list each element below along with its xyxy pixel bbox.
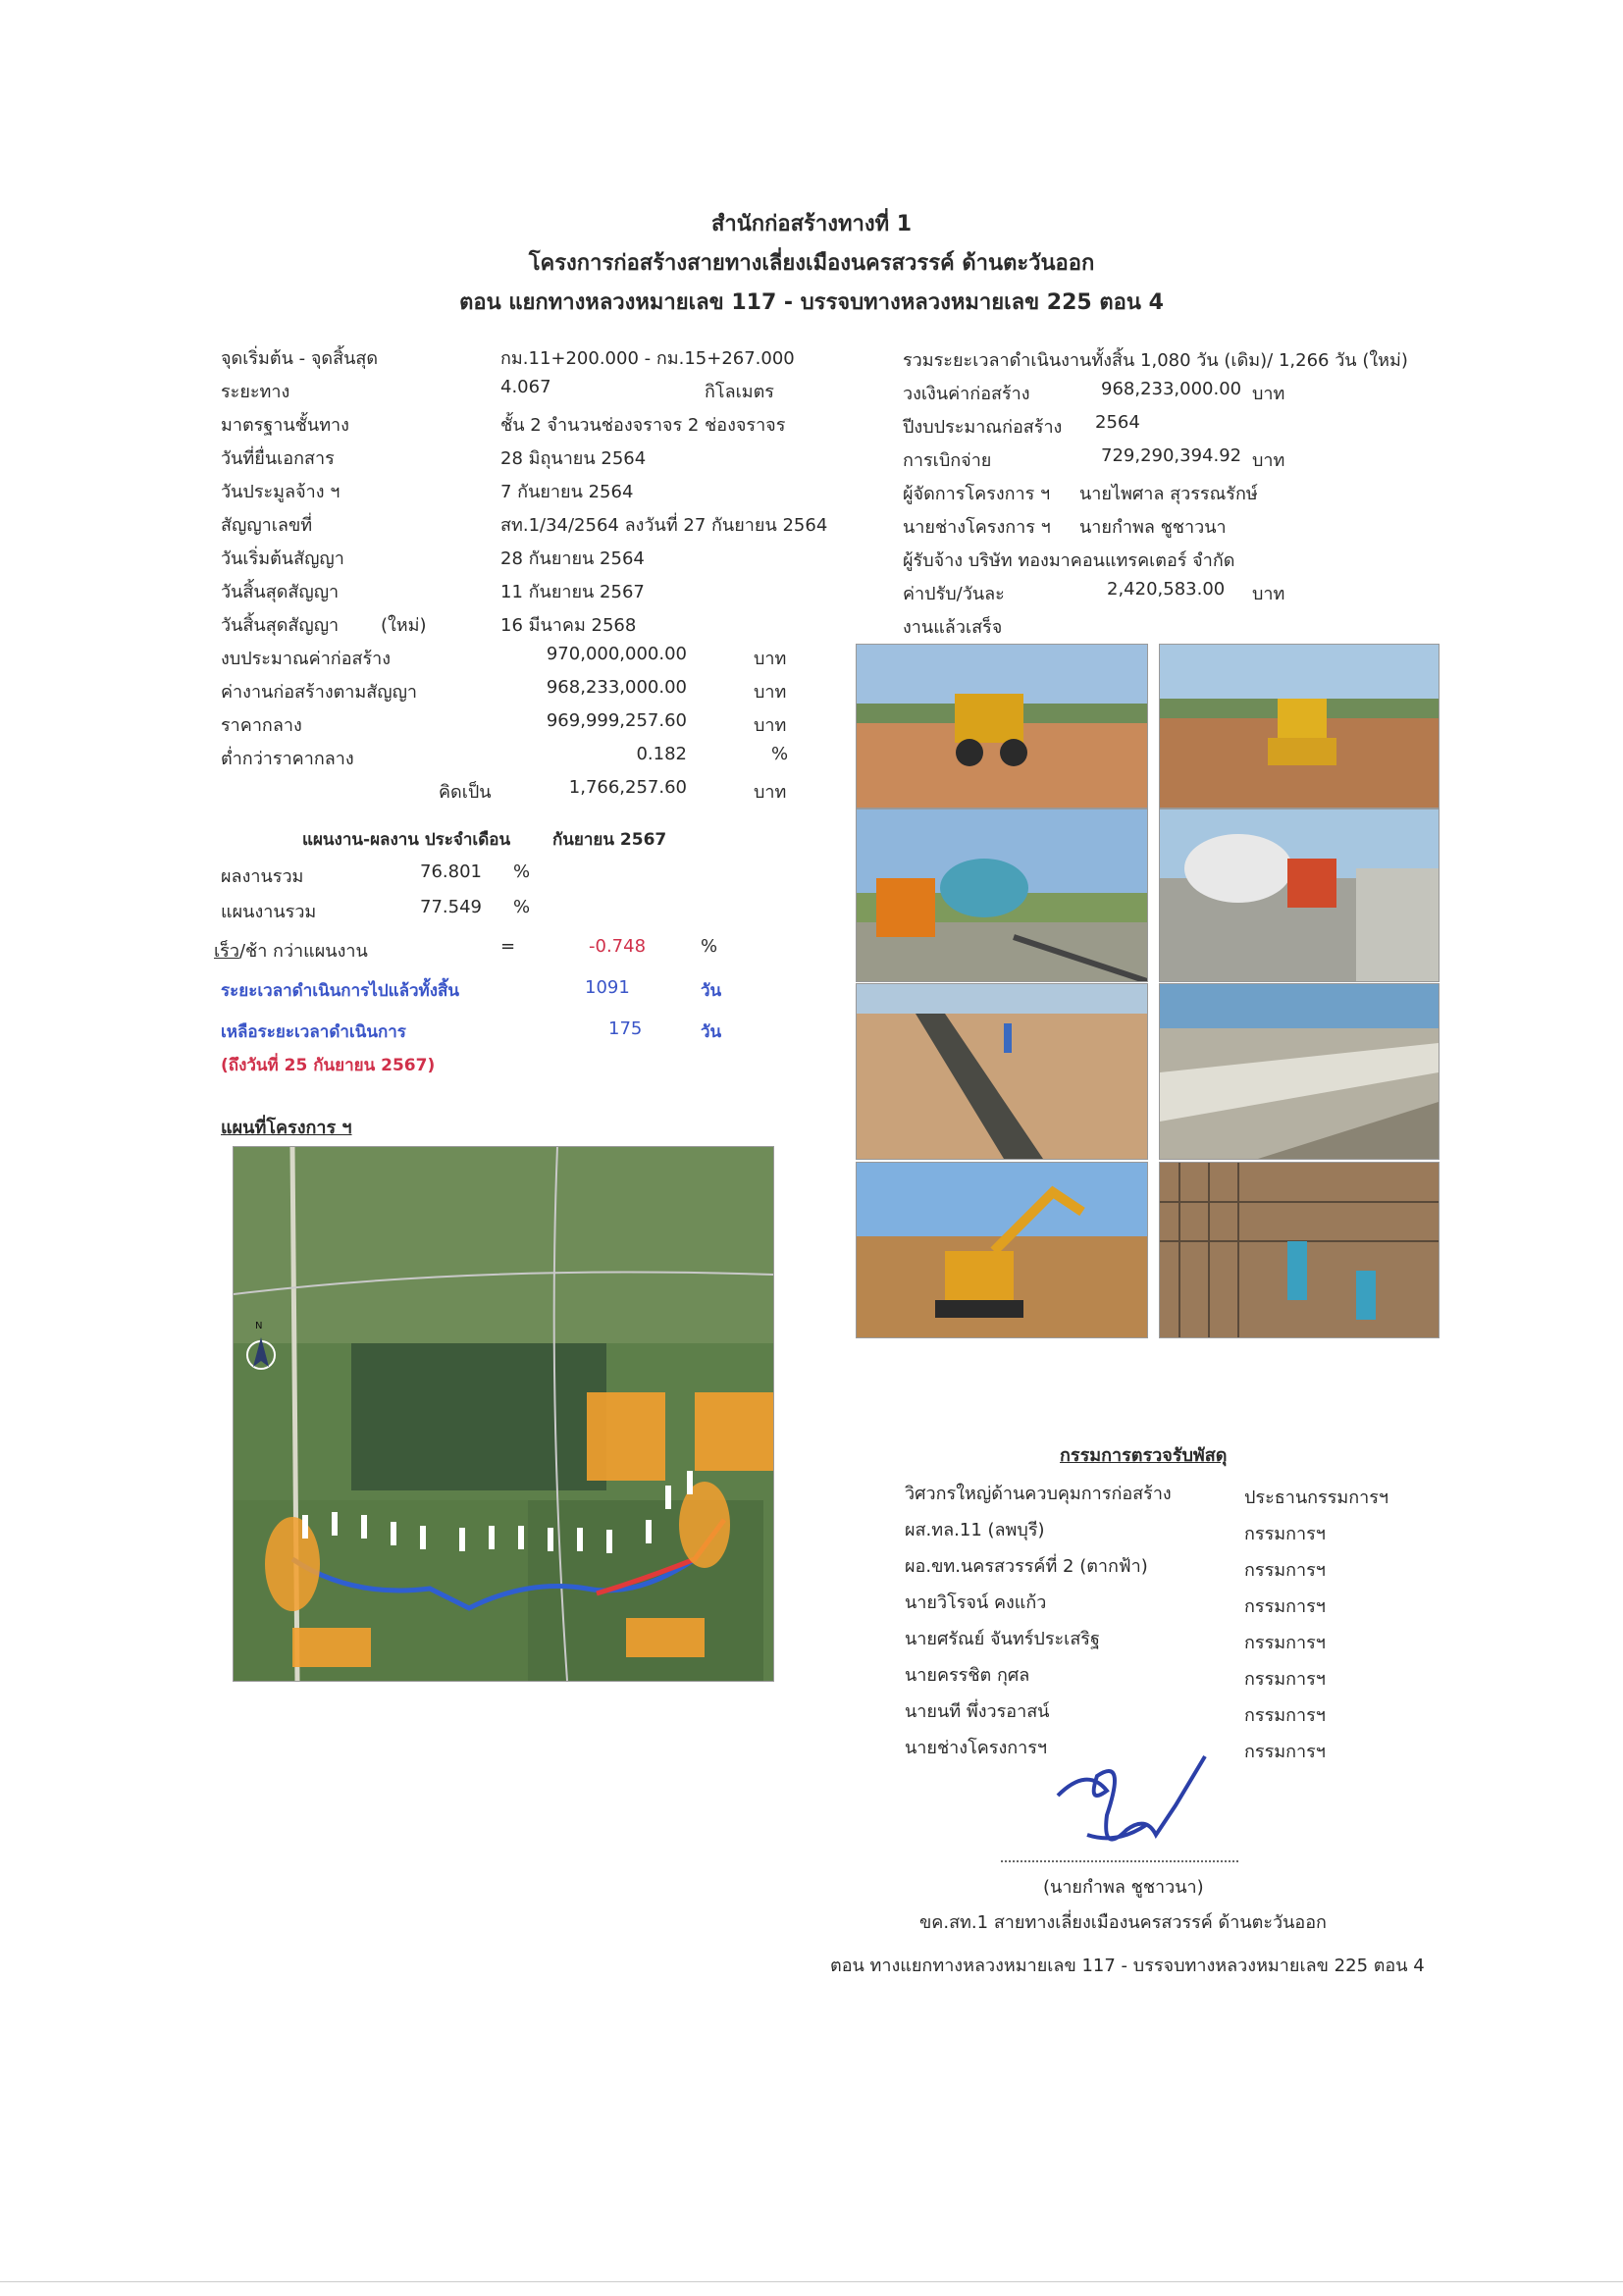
header-line-3: ตอน แยกทางหลวงหมายเลข 117 - บรรจบทางหลวงหมายเลข 225 ตอน 4 [459, 290, 1164, 315]
photo-concrete-channel [1159, 983, 1440, 1160]
header-line-1: สำนักก่อสร้างทางที่ 1 [710, 212, 913, 236]
engineer-label: นายช่างโครงการ ฯ [903, 517, 1051, 538]
year-label: ปีงบประมาณก่อสร้าง [903, 417, 1063, 438]
contract-cost-value: 968,233,000.00 [546, 677, 687, 698]
committee-member-name: นายครรชิต กุศล [905, 1665, 1030, 1686]
end-new-label: วันสิ้นสุดสัญญา [221, 615, 340, 636]
contract-label: สัญญาเลขที่ [221, 515, 313, 536]
committee-member-role: ประธานกรรมการฯ [1244, 1487, 1389, 1508]
median-unit: บาท [754, 715, 787, 736]
committee-member-name: นายวิโรจน์ คงแก้ว [905, 1592, 1047, 1613]
remaining-value: 175 [608, 1018, 643, 1039]
end-label: วันสิ้นสุดสัญญา [221, 582, 340, 602]
budget-label: งบประมาณค่าก่อสร้าง [221, 649, 392, 669]
start-label: วันเริ่มต้นสัญญา [221, 548, 344, 569]
photo-drainage-trench [856, 983, 1148, 1160]
actual-label: ผลงานรวม [221, 866, 304, 887]
fine-label: ค่าปรับ/วันละ [903, 584, 1005, 604]
cost-unit: บาท [1252, 384, 1285, 404]
equal-value: 1,766,257.60 [568, 777, 687, 798]
start-end-label: จุดเริ่มต้น - จุดสิ้นสุด [221, 348, 379, 369]
remaining-label: เหลือระยะเวลาดำเนินการ [221, 1022, 406, 1042]
plan-pct: % [513, 897, 531, 917]
committee-member-role: กรรมการฯ [1244, 1524, 1326, 1544]
signer-position: ขค.สท.1 สายทางเลี่ยงเมืองนครสวรรค์ ด้านตะวันออก [919, 1912, 1327, 1933]
committee-member-role: กรรมการฯ [1244, 1705, 1326, 1726]
diff-label [214, 936, 368, 965]
finished-label: งานแล้วเสร็จ [903, 617, 1003, 638]
plan-value: 77.549 [420, 897, 482, 917]
below-value: 0.182 [636, 744, 687, 764]
contractor-text: ผู้รับจ้าง บริษัท ทองมาคอนแทรคเตอร์ จำกัด [903, 550, 1235, 571]
bottom-divider [0, 2281, 1623, 2282]
paid-unit: บาท [1252, 450, 1285, 471]
committee-member-name: วิศวกรใหญ่ด้านควบคุมการก่อสร้าง [905, 1484, 1172, 1504]
elapsed-label: ระยะเวลาดำเนินการไปแล้วทั้งสิ้น [221, 981, 460, 1001]
signer-section: ตอน ทางแยกทางหลวงหมายเลข 117 - บรรจบทางหลวงหมายเลข 225 ตอน 4 [830, 1956, 1425, 1976]
end-new-tag: (ใหม่) [381, 615, 427, 636]
committee-member-role: กรรมการฯ [1244, 1633, 1326, 1653]
header-line-2: โครงการก่อสร้างสายทางเลี่ยงเมืองนครสวรรค์ ด้านตะวันออก [528, 251, 1095, 276]
fine-unit: บาท [1252, 584, 1285, 604]
cost-value: 968,233,000.00 [1101, 379, 1242, 399]
budget-unit: บาท [754, 649, 787, 669]
year-value: 2564 [1095, 412, 1140, 433]
cost-label: วงเงินค่าก่อสร้าง [903, 384, 1030, 404]
photo-excavator [856, 1162, 1148, 1338]
manager-label: ผู้จัดการโครงการ ฯ [903, 484, 1051, 504]
photo-concrete-truck-2 [1159, 809, 1440, 982]
start-value: 28 กันยายน 2564 [500, 548, 645, 569]
median-value: 969,999,257.60 [546, 710, 687, 731]
submit-value: 28 มิถุนายน 2564 [500, 448, 647, 469]
diff-label-fast: เร็ว [214, 941, 239, 962]
plan-label: แผนงานรวม [221, 902, 317, 922]
fine-value: 2,420,583.00 [1107, 579, 1226, 600]
progress-month: กันยายน 2567 [552, 830, 667, 850]
below-pct: % [771, 744, 789, 764]
paid-value: 729,290,394.92 [1101, 445, 1242, 466]
signature-mark [1048, 1747, 1225, 1864]
elapsed-unit: วัน [701, 981, 722, 1001]
diff-pct: % [701, 936, 718, 957]
standard-label: มาตรฐานชั้นทาง [221, 415, 349, 436]
diff-value: -0.748 [589, 936, 647, 957]
contract-cost-label: ค่างานก่อสร้างตามสัญญา [221, 682, 418, 703]
map-image [234, 1147, 773, 1681]
diff-eq: = [500, 936, 516, 957]
distance-label: ระยะทาง [221, 382, 290, 402]
committee-member-role: กรรมการฯ [1244, 1742, 1326, 1762]
signer-name: (นายกำพล ชูชาวนา) [1043, 1877, 1204, 1898]
committee-member-role: กรรมการฯ [1244, 1596, 1326, 1617]
duration-text: รวมระยะเวลาดำเนินงานทั้งสิ้น 1,080 วัน (เดิม)/ 1,266 วัน (ใหม่) [903, 350, 1408, 371]
project-map [233, 1146, 774, 1682]
committee-member-name: นายช่างโครงการฯ [905, 1738, 1048, 1758]
photo-rebar-work [1159, 1162, 1440, 1338]
paid-label: การเบิกจ่าย [903, 450, 992, 471]
equal-label: คิดเป็น [439, 782, 492, 803]
contract-value: สท.1/34/2564 ลงวันที่ 27 กันยายน 2564 [500, 515, 828, 536]
actual-value: 76.801 [420, 861, 482, 882]
committee-member-name: ผอ.ขท.นครสวรรค์ที่ 2 (ตากฟ้า) [905, 1556, 1148, 1577]
map-north-label: N [255, 1321, 263, 1331]
committee-member-name: นายนที พึ่งวรอาสน์ [905, 1701, 1050, 1722]
distance-value: 4.067 [500, 377, 551, 397]
manager-value: นายไพศาล สุวรรณรักษ์ [1079, 484, 1258, 504]
signature-line [1001, 1860, 1238, 1862]
submit-label: วันที่ยื่นเอกสาร [221, 448, 335, 469]
start-end-value: กม.11+200.000 - กม.15+267.000 [500, 348, 795, 369]
map-heading: แผนที่โครงการ ฯ [221, 1118, 352, 1138]
committee-heading: กรรมการตรวจรับพัสดุ [1060, 1445, 1228, 1466]
elapsed-value: 1091 [585, 977, 630, 998]
committee-member-name: ผส.ทล.11 (ลพบุรี) [905, 1520, 1045, 1540]
committee-member-role: กรรมการฯ [1244, 1560, 1326, 1581]
committee-member-role: กรรมการฯ [1244, 1669, 1326, 1690]
photo-concrete-truck-1 [856, 809, 1148, 982]
diff-label-rest: /ช้า กว่าแผนงาน [238, 941, 368, 962]
bid-value: 7 กันยายน 2564 [500, 482, 634, 502]
equal-unit: บาท [754, 782, 787, 803]
photo-roller [1159, 644, 1440, 809]
actual-pct: % [513, 861, 531, 882]
distance-unit: กิโลเมตร [705, 382, 774, 402]
end-new-value: 16 มีนาคม 2568 [500, 615, 637, 636]
end-value: 11 กันยายน 2567 [500, 582, 645, 602]
below-label: ต่ำกว่าราคากลาง [221, 749, 354, 769]
engineer-value: นายกำพล ชูชาวนา [1079, 517, 1227, 538]
remaining-unit: วัน [701, 1022, 722, 1042]
bid-label: วันประมูลจ้าง ฯ [221, 482, 340, 502]
median-label: ราคากลาง [221, 715, 302, 736]
contract-cost-unit: บาท [754, 682, 787, 703]
budget-value: 970,000,000.00 [546, 644, 687, 664]
committee-member-name: นายศรัณย์ จันทร์ประเสริฐ [905, 1629, 1100, 1649]
progress-heading: แผนงาน-ผลงาน ประจำเดือน [302, 830, 511, 850]
as-of-date: (ถึงวันที่ 25 กันยายน 2567) [221, 1056, 436, 1075]
photo-grader [856, 644, 1148, 809]
standard-value: ชั้น 2 จำนวนช่องจราจร 2 ช่องจราจร [500, 415, 786, 436]
